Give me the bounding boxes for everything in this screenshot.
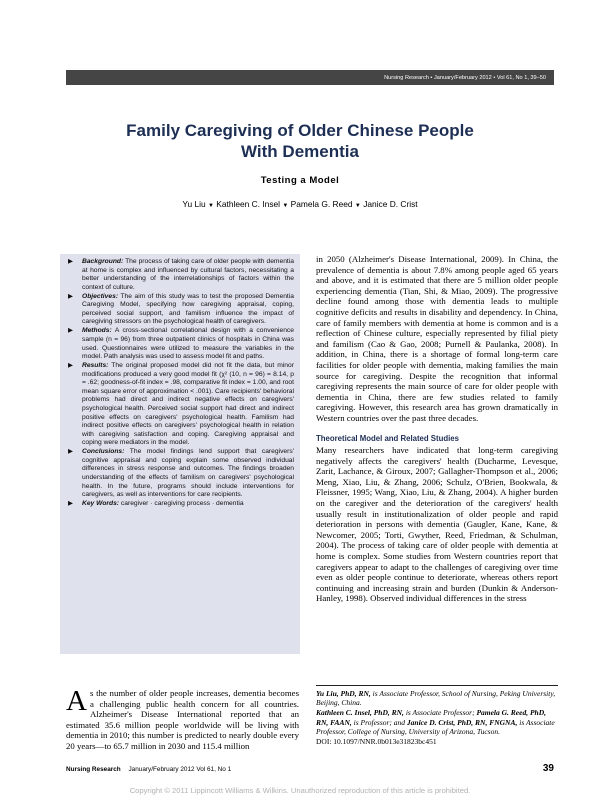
author-separator: ▼ bbox=[282, 203, 289, 209]
author-list bbox=[0, 199, 600, 209]
arrow-icon: ▶ bbox=[68, 362, 73, 370]
title-line-2: With Dementia bbox=[241, 142, 359, 161]
page-number: 39 bbox=[542, 763, 554, 774]
body-right-column bbox=[316, 254, 558, 604]
running-head: Nursing Research • January/February 2012 • Vol 61, No 1, 39–50 bbox=[384, 74, 546, 81]
author-separator: ▼ bbox=[207, 203, 214, 209]
author-name: Pamela G. Reed bbox=[290, 199, 353, 209]
arrow-icon: ▶ bbox=[68, 327, 73, 335]
abstract-methods: ▶ Methods: A cross-sectional correlational design with a convenience sample (n = 96) from three outpatient clinics of hospitals in China was used. Questionnaires were utilized to measure the variables in the model. Path analysis was used to assess model fit and paths. bbox=[68, 327, 294, 361]
abstract-box bbox=[60, 254, 300, 654]
arrow-icon: ▶ bbox=[68, 500, 73, 508]
article-subtitle: Testing a Model bbox=[260, 175, 340, 186]
running-head-bar bbox=[66, 70, 554, 85]
body-paragraph: in 2050 (Alzheimer's Disease International, 2009). In China, the prevalence of dementia is about 7.8% among people aged 65 years and above, and it is estimated that there are 5 million older people experiencing dementia (Tian, Shi, & Miao, 2009). The progressive decline found among those with dementia leads to multiple cognitive deficits and results in disability and dependency. In China, care of family members with dementia at home is common and is a reflection of Chinese culture, especially represented by filial piety and familism (Cao & Gao, 2008; Purnell & Paulanka, 2008). In addition, in China, there is a shortage of formal long-term care facilities for older people with dementia, making families the main source for caregiving. Despite the recognition that informal caregiving represents the main source of care for older people with dementia in China, there are few studies related to family caregiving. However, this research area has grown dramatically in Western countries over the past three decades. bbox=[316, 254, 558, 423]
abstract-conclusions: ▶ Conclusions: The model findings lend support that caregivers' cognitive appraisal and coping explain some observed individual differences in stress response and outcomes. The findings broaden understanding of the effects of familism on caregivers' psychological health. In the future, programs should include interventions for caregivers, as well as interventions for care recipients. bbox=[68, 448, 294, 499]
intro-text: s the number of older people increases, dementia becomes a challenging public health concern for all countries. Alzheimer's Disease International reported that an estimated 35.6 million people worldwide will be living with dementia in 2010; this number is predicted to nearly double every 20 years—to 65.7 million in 2030 and 115.4 million bbox=[66, 688, 299, 751]
author-name: Kathleen C. Insel bbox=[216, 199, 281, 209]
author-separator: ▼ bbox=[354, 203, 361, 209]
page-footer bbox=[66, 766, 231, 773]
author-name: Yu Liu bbox=[182, 199, 206, 209]
abstract-objectives: ▶ Objectives: The aim of this study was to test the proposed Dementia Caregiving Model, specifying how caregiving appraisal, coping, perceived social support, and familism influence the impact of caregiving stressors on the psychological health of caregivers. bbox=[68, 292, 294, 326]
author-footnote bbox=[316, 685, 558, 747]
drop-cap: A bbox=[66, 685, 87, 717]
author-name: Janice D. Crist bbox=[363, 199, 418, 209]
arrow-icon: ▶ bbox=[68, 258, 73, 265]
copyright-notice: Copyright © 2011 Lippincott Williams & Wilkins. Unauthorized reproduction of this article is prohibited. bbox=[129, 786, 471, 795]
doi: DOI: 10.1097/NNR.0b013e31823bc451 bbox=[316, 737, 437, 747]
footer-issue: January/February 2012 Vol 61, No 1 bbox=[128, 766, 232, 773]
arrow-icon: ▶ bbox=[68, 292, 73, 300]
abstract-background: ▶ Background: The process of taking care of older people with dementia at home is complex and influenced by cultural factors, necessitating a better understanding of the interrelationships of factors within the context of culture. bbox=[68, 258, 294, 291]
arrow-icon: ▶ bbox=[68, 448, 73, 456]
title-line-1: Family Caregiving of Older Chinese People bbox=[126, 121, 474, 140]
affiliation: Yu Liu, PhD, RN, is Associate Professor, School of Nursing, Peking University, Beijing, China. bbox=[316, 689, 556, 708]
body-paragraph: Many researchers have indicated that long-term caregiving negatively affects the caregivers' health (Ducharme, Levesque, Zarit, Lachance, & Giroux, 2007; Gallagher-Thompson et al., 2006; Meng, Xiao, Liu, & Zhang, 2006; Schulz, O'Brien, Bookwala, & Fleissner, 1995; Wang, Xiao, Liu, & Zhang, 2004). A higher burden on the caregiver and the deterioration of the caregivers' health usually result in institutionalization of older people and rapid deterioration in persons with dementia (Gaugler, Kane, Kane, & Newcomer, 2005; Torti, Gwyther, Reed, Friedman, & Schulman, 2004). The process of taking care of older people with dementia at home is complex. Some studies from Western countries report that caregivers appear to adapt to the challenges of caregiving over time even as older people continue to deteriorate, whereas others report continuing and increasing strain and burden (Dunkin & Anderson-Hanley, 1998). Observed individual differences in the stress bbox=[316, 445, 558, 604]
intro-paragraph bbox=[66, 685, 299, 752]
article-title bbox=[0, 120, 600, 162]
abstract-keywords: ▶ Key Words: caregiver · caregiving process · dementia bbox=[68, 500, 244, 508]
abstract-results: ▶ Results: The original proposed model did not fit the data, but minor modifications produced a very good model fit (χ² (10, n = 96) = 8.14, p = .62; goodness-of-fit index = .98, comparative fit index = 1.00, and root mean square error of approximation < .001). Care recipients' behavioral problems had direct and indirect negative effects on caregivers' psychological health. Perceived social support had direct and indirect positive effects on caregivers' psychological health. Familism had indirect positive effects on caregivers' psychological health in relation with caregiving satisfaction and coping. Caregiving appraisal and coping were mediators in the model. bbox=[68, 362, 294, 447]
affiliation: Kathleen C. Insel, PhD, RN, is Associate Professor; Pamela G. Reed, PhD, RN, FAAN, is Professor; and Janice D. Crist, PhD, RN, FNGNA, is Associate Professor, College of Nursing, University of Arizona, Tucson. bbox=[316, 708, 555, 736]
section-heading: Theoretical Model and Related Studies bbox=[316, 433, 459, 443]
footer-journal: Nursing Research bbox=[66, 766, 121, 773]
